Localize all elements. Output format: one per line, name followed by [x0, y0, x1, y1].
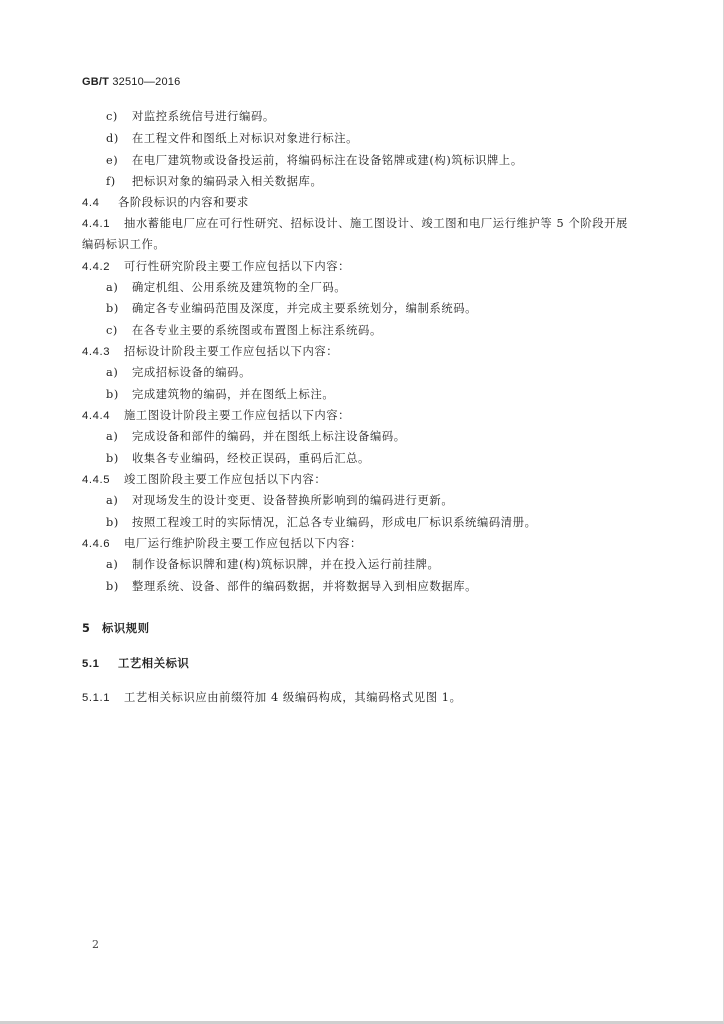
item-label: a) [106, 558, 119, 571]
item-text: 对监控系统信号进行编码。 [132, 110, 275, 123]
list-item-b [106, 302, 477, 316]
list-item-a [106, 366, 251, 380]
clause-5-1-1 [82, 691, 461, 705]
item-label: b) [106, 302, 119, 315]
page-number: 2 [92, 938, 99, 951]
item-text: 整理系统、设备、部件的编码数据，并将数据导入到相应数据库。 [132, 580, 478, 593]
clause-4-4 [82, 196, 249, 210]
list-item-c [106, 324, 382, 338]
standard-prefix: GB/T [82, 76, 110, 88]
list-item-a [106, 558, 439, 572]
list-item-b [106, 388, 334, 402]
clause-4-4-3 [82, 345, 338, 359]
clause-text: 可行性研究阶段主要工作应包括以下内容： [124, 260, 351, 273]
clause-title: 各阶段标识的内容和要求 [118, 196, 249, 209]
list-item-b [106, 580, 477, 594]
item-label: f) [106, 175, 116, 188]
item-text: 确定机组、公用系统及建筑物的全厂码。 [132, 281, 347, 294]
clause-text: 电厂运行维护阶段主要工作应包括以下内容： [124, 537, 362, 550]
standard-number: 32510—2016 [112, 76, 181, 88]
clause-text: 抽水蓄能电厂应在可行性研究、招标设计、施工图设计、竣工图和电厂运行维护等 5 个阶段开展 [124, 217, 628, 230]
clause-number: 4.4.1 [82, 218, 111, 230]
clause-text: 施工图设计阶段主要工作应包括以下内容： [124, 409, 351, 422]
item-text: 对现场发生的设计变更、设备替换所影响到的编码进行更新。 [132, 494, 454, 507]
list-item-a [106, 281, 346, 295]
item-label: c) [106, 110, 118, 123]
item-label: e) [106, 154, 119, 167]
section-5-heading [82, 622, 150, 636]
item-text: 在各专业主要的系统图或布置图上标注系统码。 [132, 324, 382, 337]
item-label: a) [106, 366, 119, 379]
clause-number: 4.4.5 [82, 474, 111, 486]
item-text: 在工程文件和图纸上对标识对象进行标注。 [132, 132, 359, 145]
list-item-b [106, 452, 370, 466]
clause-number: 4.4.6 [82, 538, 111, 550]
section-number: 5.1 [82, 658, 100, 670]
list-item-c [106, 110, 275, 124]
section-5-1-heading [82, 657, 189, 671]
clause-4-4-1 [82, 217, 628, 231]
item-label: a) [106, 281, 119, 294]
clause-text: 招标设计阶段主要工作应包括以下内容： [124, 345, 339, 358]
list-item-f [106, 175, 322, 189]
item-label: b) [106, 452, 119, 465]
item-label: a) [106, 494, 119, 507]
clause-text: 工艺相关标识应由前缀符加 4 级编码构成，其编码格式见图 1。 [124, 691, 462, 704]
item-label: d) [106, 132, 119, 145]
section-title: 工艺相关标识 [118, 657, 190, 670]
list-item-a [106, 430, 406, 444]
clause-text: 竣工图阶段主要工作应包括以下内容： [124, 473, 327, 486]
section-title: 标识规则 [102, 622, 150, 635]
item-label: b) [106, 580, 119, 593]
clause-text: 编码标识工作。 [82, 238, 166, 251]
list-item-d [106, 132, 358, 146]
item-label: a) [106, 430, 119, 443]
clause-4-4-1-cont [82, 238, 165, 252]
clause-number: 4.4.3 [82, 346, 111, 358]
item-label: b) [106, 516, 119, 529]
item-text: 按照工程竣工时的实际情况，汇总各专业编码，形成电厂标识系统编码清册。 [132, 516, 537, 529]
item-text: 完成建筑物的编码，并在图纸上标注。 [132, 388, 335, 401]
clause-number: 4.4.2 [82, 261, 111, 273]
item-text: 确定各专业编码范围及深度，并完成主要系统划分，编制系统码。 [132, 302, 478, 315]
list-item-a [106, 494, 453, 508]
item-text: 在电厂建筑物或设备投运前，将编码标注在设备铭牌或建(构)筑标识牌上。 [132, 154, 523, 167]
section-number: 5 [82, 622, 91, 635]
list-item-b [106, 516, 537, 530]
standard-header [82, 76, 180, 88]
clause-4-4-5 [82, 473, 326, 487]
item-label: b) [106, 388, 119, 401]
clause-number: 4.4.4 [82, 410, 111, 422]
clause-4-4-4 [82, 409, 350, 423]
item-text: 收集各专业编码，经校正误码，重码后汇总。 [132, 452, 370, 465]
clause-4-4-6 [82, 537, 362, 551]
clause-4-4-2 [82, 260, 350, 274]
item-text: 把标识对象的编码录入相关数据库。 [132, 175, 323, 188]
item-label: c) [106, 324, 118, 337]
list-item-e [106, 154, 523, 168]
clause-number: 5.1.1 [82, 692, 111, 704]
item-text: 制作设备标识牌和建(构)筑标识牌，并在投入运行前挂牌。 [132, 558, 440, 571]
clause-number: 4.4 [82, 197, 100, 209]
item-text: 完成招标设备的编码。 [132, 366, 251, 379]
item-text: 完成设备和部件的编码，并在图纸上标注设备编码。 [132, 430, 406, 443]
